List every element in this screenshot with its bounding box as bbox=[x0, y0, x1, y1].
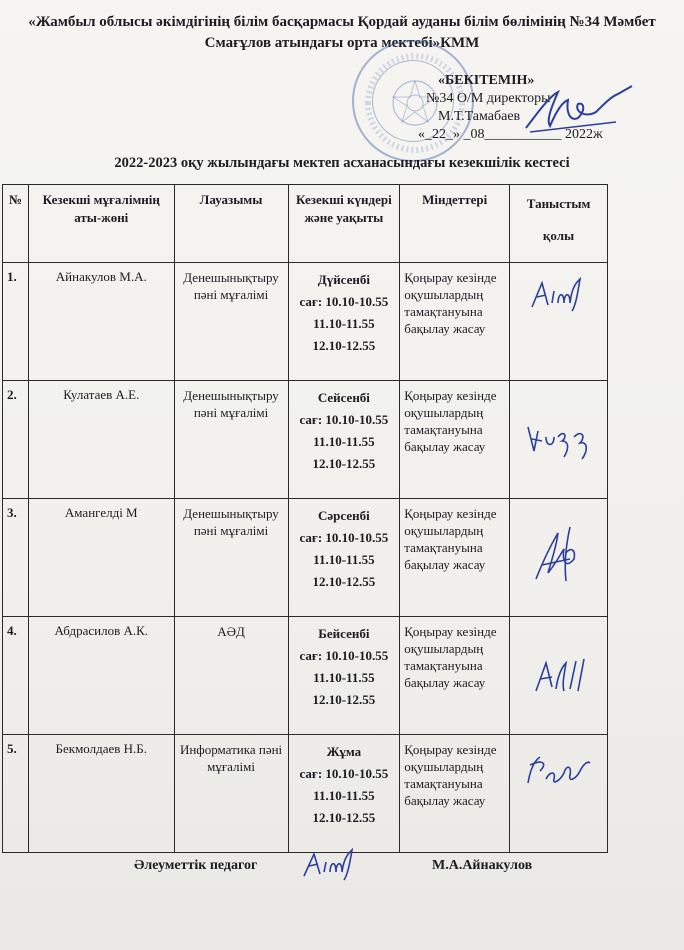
row-sign-cell bbox=[510, 735, 608, 853]
row-position: Денешынықтыру пәні мұғалімі bbox=[174, 263, 288, 381]
row-name: Амангелді М bbox=[28, 499, 174, 617]
row-name: Бекмолдаев Н.Б. bbox=[28, 735, 174, 853]
table-row bbox=[3, 735, 608, 853]
row-days bbox=[288, 499, 400, 617]
document-title: 2022-2023 оқу жылындағы мектеп асханасындағы кезекшілік кестесі bbox=[114, 155, 570, 171]
signature-mark bbox=[532, 655, 592, 695]
table-row bbox=[3, 617, 608, 735]
row-position: Денешынықтыру пәні мұғалімі bbox=[174, 381, 288, 499]
header-name: Кезекші мұғалімнің аты-жөні bbox=[28, 185, 174, 263]
header-sign-line-1: Таныстым bbox=[526, 196, 591, 211]
row-sign-cell bbox=[510, 263, 608, 381]
row-day: Сәрсенбі bbox=[318, 508, 370, 523]
row-days bbox=[288, 617, 400, 735]
row-time-3: 12.10-12.55 bbox=[312, 574, 376, 589]
header-sign bbox=[510, 185, 608, 263]
row-name: Кулатаев А.Е. bbox=[28, 381, 174, 499]
header-duties: Міндеттері bbox=[400, 185, 510, 263]
approval-line-2: М.Т.Тамабаев bbox=[438, 109, 521, 124]
row-day: Бейсенбі bbox=[318, 626, 370, 641]
row-time-1: сағ: 10.10-10.55 bbox=[299, 648, 389, 663]
row-time-3: 12.10-12.55 bbox=[312, 456, 376, 471]
header-num: № bbox=[3, 185, 29, 263]
row-time-1: сағ: 10.10-10.55 bbox=[299, 530, 389, 545]
row-time-3: 12.10-12.55 bbox=[312, 692, 376, 707]
table-row bbox=[3, 263, 608, 381]
row-duty: Қоңырау кезінде оқушылардың тамақтануына бақылау жасау bbox=[400, 499, 510, 617]
row-num: 2. bbox=[3, 381, 29, 499]
row-time-1: сағ: 10.10-10.55 bbox=[299, 412, 389, 427]
duty-schedule-table bbox=[2, 184, 608, 853]
row-time-2: 11.10-11.55 bbox=[313, 434, 375, 449]
row-time-2: 11.10-11.55 bbox=[313, 316, 375, 331]
director-signature bbox=[520, 82, 640, 142]
row-position: АӘД bbox=[174, 617, 288, 735]
row-num: 5. bbox=[3, 735, 29, 853]
row-days bbox=[288, 263, 400, 381]
document-header bbox=[0, 12, 684, 54]
signature-mark bbox=[528, 275, 588, 315]
row-days bbox=[288, 735, 400, 853]
table-header-row bbox=[3, 185, 608, 263]
signature-mark bbox=[524, 749, 594, 789]
row-position: Информатика пәні мұғалімі bbox=[174, 735, 288, 853]
row-sign-cell bbox=[510, 381, 608, 499]
signature-mark bbox=[524, 417, 594, 461]
table-row bbox=[3, 381, 608, 499]
row-time-1: сағ: 10.10-10.55 bbox=[299, 766, 389, 781]
row-name: Абдрасилов А.К. bbox=[28, 617, 174, 735]
row-time-3: 12.10-12.55 bbox=[312, 810, 376, 825]
header-position: Лауазымы bbox=[174, 185, 288, 263]
row-name: Айнакулов М.А. bbox=[28, 263, 174, 381]
header-line-2: Смағұлов атындағы орта мектебі»КММ bbox=[204, 35, 480, 51]
row-position: Денешынықтыру пәні мұғалімі bbox=[174, 499, 288, 617]
header-days: Кезекші күндері және уақыты bbox=[288, 185, 400, 263]
row-duty: Қоңырау кезінде оқушылардың тамақтануына бақылау жасау bbox=[400, 617, 510, 735]
approval-title: «БЕКІТЕМІН» bbox=[438, 73, 535, 88]
row-num: 1. bbox=[3, 263, 29, 381]
approval-year: 2022ж bbox=[565, 127, 603, 142]
row-time-2: 11.10-11.55 bbox=[313, 670, 375, 685]
footer-name: М.А.Айнакулов bbox=[432, 858, 533, 873]
footer-role: Әлеуметтік педагог bbox=[134, 858, 258, 873]
approval-month: _08_ bbox=[463, 127, 492, 142]
approval-day: «_22_» bbox=[418, 127, 460, 142]
header-sign-line-2: қолы bbox=[542, 228, 575, 243]
row-day: Дүйсенбі bbox=[317, 272, 370, 287]
row-days bbox=[288, 381, 400, 499]
row-time-2: 11.10-11.55 bbox=[313, 788, 375, 803]
row-time-3: 12.10-12.55 bbox=[312, 338, 376, 353]
row-sign-cell bbox=[510, 617, 608, 735]
row-time-1: сағ: 10.10-10.55 bbox=[299, 294, 389, 309]
row-duty: Қоңырау кезінде оқушылардың тамақтануына бақылау жасау bbox=[400, 381, 510, 499]
row-day: Жұма bbox=[326, 744, 362, 759]
approval-date: «_22_» _08___________ 2022ж bbox=[418, 127, 603, 142]
approval-line-1: №34 О/М директоры bbox=[426, 91, 551, 106]
row-num: 3. bbox=[3, 499, 29, 617]
row-num: 4. bbox=[3, 617, 29, 735]
signature-mark bbox=[530, 519, 590, 589]
row-time-2: 11.10-11.55 bbox=[313, 552, 375, 567]
row-duty: Қоңырау кезінде оқушылардың тамақтануына бақылау жасау bbox=[400, 735, 510, 853]
row-day: Сейсенбі bbox=[317, 390, 370, 405]
table-row bbox=[3, 499, 608, 617]
row-duty: Қоңырау кезінде оқушылардың тамақтануына бақылау жасау bbox=[400, 263, 510, 381]
footer-signature bbox=[300, 846, 360, 882]
row-sign-cell bbox=[510, 499, 608, 617]
header-line-1: «Жамбыл облысы әкімдігінің білім басқармасы Қордай ауданы білім бөлімінің №34 Мәмбет bbox=[28, 14, 656, 30]
